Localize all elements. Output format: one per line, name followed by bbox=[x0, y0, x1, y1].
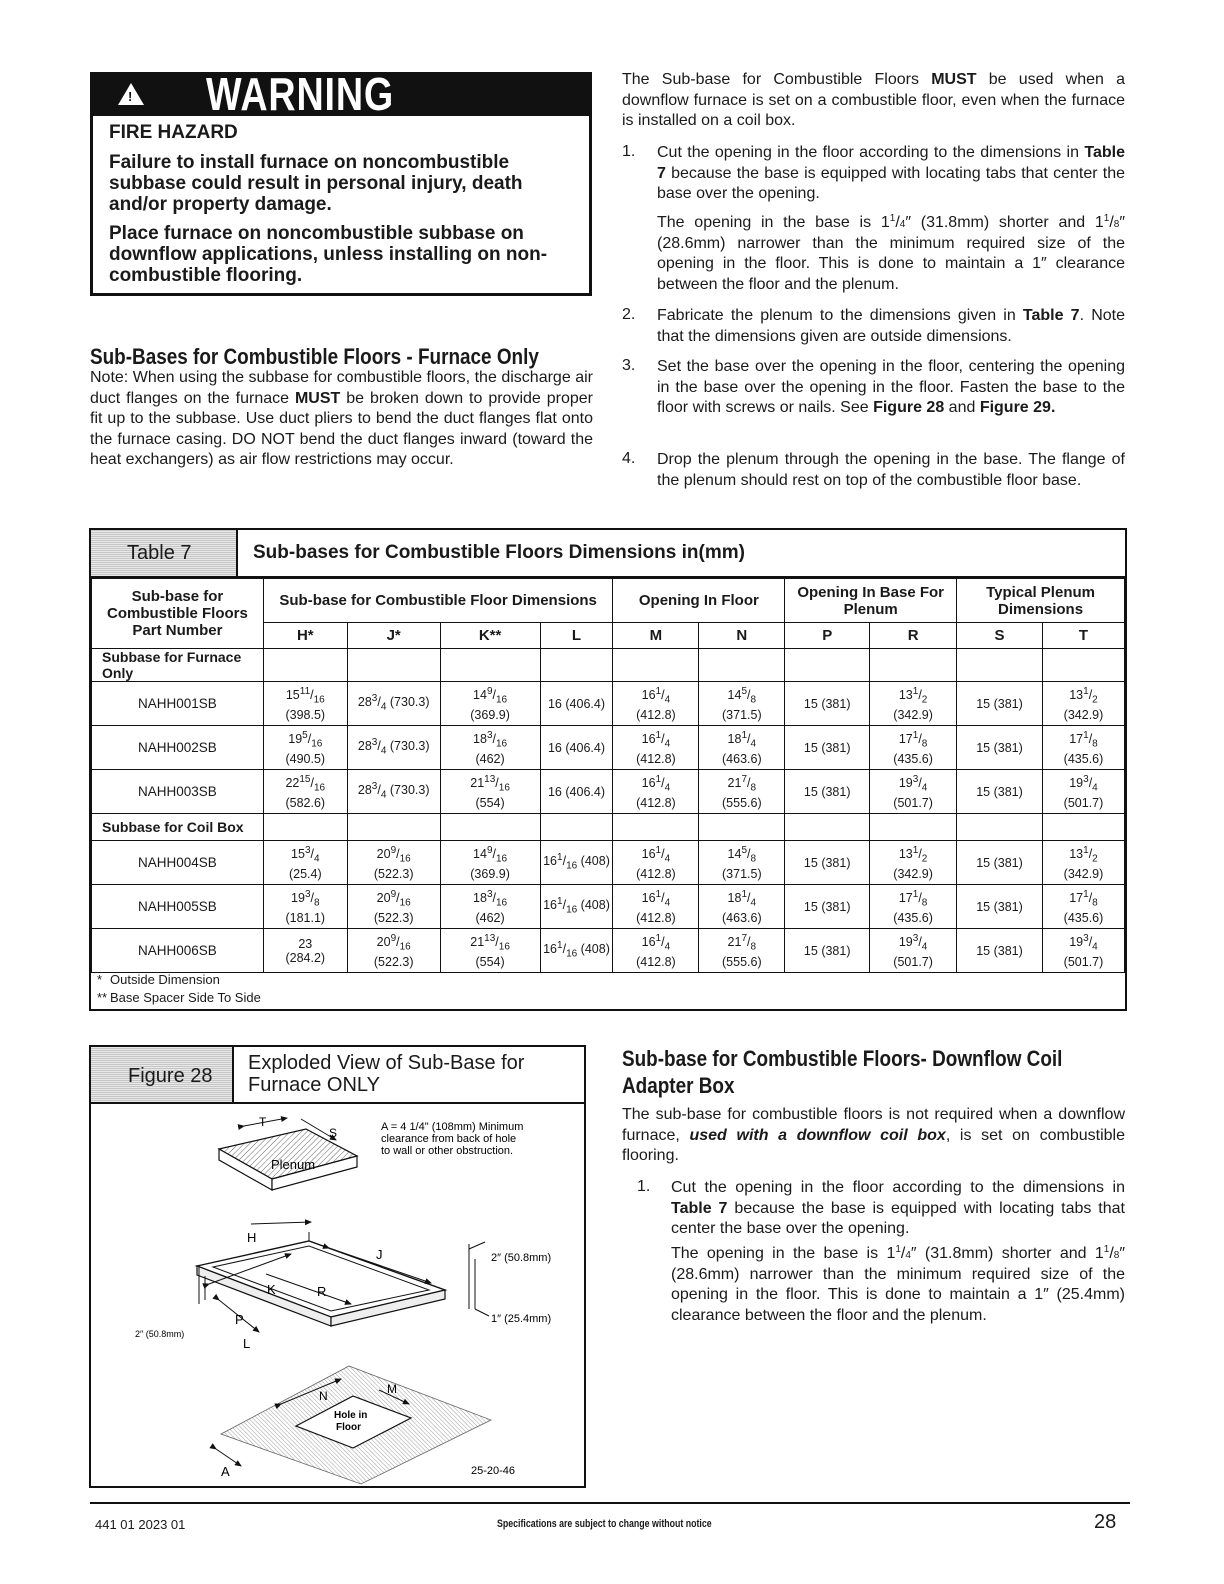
dimension-cell: 15 (381) bbox=[785, 841, 870, 885]
dimension-cell: $21^{13}/_{16}$ (554) bbox=[440, 770, 540, 814]
table-title: Sub-bases for Combustible Floors Dimensions in(mm) bbox=[253, 542, 745, 563]
dimension-cell: $16^1/_4$ (412.8) bbox=[613, 726, 699, 770]
dimension-cell: $28^3/_4$ (730.3) bbox=[347, 682, 440, 726]
dimension-cell: $16^1/_4$ (412.8) bbox=[613, 929, 699, 973]
dimension-cell: $19^3/_4$ (501.7) bbox=[1042, 770, 1124, 814]
empty-cell bbox=[613, 814, 699, 841]
dimension-cell: $13^1/_2$ (342.9) bbox=[870, 682, 957, 726]
column-header: K** bbox=[440, 623, 540, 649]
note-outside-dimension: * Outside Dimension bbox=[97, 972, 220, 987]
group-label: Subbase for Furnace Only bbox=[92, 649, 264, 682]
empty-cell bbox=[1042, 814, 1124, 841]
warning-text-1: Failure to install furnace on noncombustible subbase could result in personal injury, death and/or property damage. bbox=[109, 152, 523, 215]
figure-tag: Figure 28 bbox=[91, 1047, 234, 1104]
dimension-cell: 16 (406.4) bbox=[540, 726, 613, 770]
empty-cell bbox=[785, 814, 870, 841]
dimension-cell: $16^1/_4$ (412.8) bbox=[613, 770, 699, 814]
note-A-line1: A = 4 1/4" (108mm) Minimum bbox=[381, 1121, 524, 1133]
label-M: M bbox=[387, 1382, 397, 1396]
dimension-cell: $13^1/_2$ (342.9) bbox=[1042, 841, 1124, 885]
intro-paragraph: The Sub-base for Combustible Floors MUST be used when a downflow furnace is set on a combustible floor, even when the furnace is installed on a coil box. bbox=[622, 71, 1126, 129]
dimension-cell: 15 (381) bbox=[957, 929, 1043, 973]
dimension-cell: $19^3/_4$ (501.7) bbox=[1042, 929, 1124, 973]
table-7 bbox=[89, 528, 1127, 1011]
column-header: P bbox=[785, 623, 870, 649]
hole-label-2: Floor bbox=[336, 1422, 361, 1433]
step1-number: 1. bbox=[622, 143, 636, 160]
dimension-cell: 15 (381) bbox=[957, 726, 1043, 770]
dimension-cell: 15 (381) bbox=[785, 929, 870, 973]
warning-heading: FIRE HAZARD bbox=[109, 122, 238, 143]
label-S: S bbox=[329, 1126, 338, 1140]
part-number: NAHH001SB bbox=[92, 682, 264, 726]
table-row bbox=[92, 929, 1125, 973]
dimension-cell: $14^5/_8$ (371.5) bbox=[699, 682, 785, 726]
section2-paragraph: The sub-base for combustible floors is not required when a downflow furnace, used with a downflow coil box, is set on combustible flooring. bbox=[622, 1106, 1125, 1164]
step3-text: Set the base over the opening in the floor, centering the opening in the base over the opening in the floor. Fasten the base to the floor with screws or nails. See Figure 28 and Figure 29. bbox=[657, 358, 1125, 416]
step1-text: Cut the opening in the floor according to the dimensions in Table 7 because the base is equipped with locating tabs that center the base over the opening. bbox=[657, 144, 1125, 202]
header-opening-floor: Opening In Floor bbox=[613, 579, 785, 623]
table-row bbox=[92, 841, 1125, 885]
footer-disclaimer: Specifications are subject to change without notice bbox=[497, 1518, 712, 1530]
dimension-cell: 16 (406.4) bbox=[540, 770, 613, 814]
dimension-cell: $18^1/_4$ (463.6) bbox=[699, 726, 785, 770]
empty-cell bbox=[699, 649, 785, 682]
dimension-cell: $16^1/_4$ (412.8) bbox=[613, 841, 699, 885]
label-H: H bbox=[247, 1230, 257, 1245]
group-label: Subbase for Coil Box bbox=[92, 814, 264, 841]
step4-number: 4. bbox=[622, 450, 636, 467]
step1-subtext: The opening in the base is $1^1/4''$ (31.8mm) shorter and $1^1/8''$ (28.6mm) narrower than the minimum required size of the opening in the floor. This is done to maintain a 1″ clearance between the floor and the plenum. bbox=[657, 213, 1126, 293]
header-part-number: Sub-base for Combustible Floors Part Number bbox=[92, 579, 264, 649]
dimension-cell: $16^1/_{16}$ (408) bbox=[540, 929, 613, 973]
step4-text: Drop the plenum through the opening in the base. The flange of the plenum should rest on top of the combustible floor base. bbox=[657, 451, 1125, 489]
dimension-cell: $16^1/_4$ (412.8) bbox=[613, 682, 699, 726]
dimension-cell: 15 (381) bbox=[957, 885, 1043, 929]
dimension-cell: 15 (381) bbox=[957, 841, 1043, 885]
part-number: NAHH006SB bbox=[92, 929, 264, 973]
empty-cell bbox=[957, 649, 1043, 682]
empty-cell bbox=[263, 649, 347, 682]
step2-text: Fabricate the plenum to the dimensions given in Table 7. Note that the dimensions given are outside dimensions. bbox=[657, 307, 1125, 345]
document-number: 441 01 2023 01 bbox=[95, 1517, 186, 1532]
dimension-cell: 16 (406.4) bbox=[540, 682, 613, 726]
dimension-cell: $17^1/_8$ (435.6) bbox=[870, 726, 957, 770]
section2-step1-subtext: The opening in the base is $1^1/4''$ (31.8mm) shorter and $1^1/8''$ (28.6mm) narrower than the minimum required size of the opening in the floor. This is done to maintain a 1″ (25.4mm) clearance between the floor and the plenum. bbox=[671, 1244, 1126, 1324]
header-opening-base: Opening In Base For Plenum bbox=[785, 579, 957, 623]
empty-cell bbox=[347, 649, 440, 682]
section1-note: Note: When using the subbase for combustible floors, the discharge air duct flanges on the furnace MUST be broken down to provide proper fit up to the subbase. Use duct pliers to bend the duct flanges flat onto the furnace casing. DO NOT bend the duct flanges inward (toward the heat exchangers) as air flow restrictions may occur. bbox=[90, 369, 593, 468]
dimension-cell: 15 (381) bbox=[785, 885, 870, 929]
warning-text-2: Place furnace on noncombustible subbase on downflow applications, unless installing on non-combustible flooring. bbox=[109, 223, 548, 286]
dimension-cell: 23 (284.2) bbox=[263, 929, 347, 973]
label-P: P bbox=[235, 1312, 244, 1327]
part-number: NAHH002SB bbox=[92, 726, 264, 770]
label-L: L bbox=[243, 1336, 251, 1351]
section2-step1-text: Cut the opening in the floor according to the dimensions in Table 7 because the base is equipped with locating tabs that center the base over the opening. bbox=[671, 1179, 1125, 1237]
dimension-cell: $14^9/_{16}$ (369.9) bbox=[440, 841, 540, 885]
table-row bbox=[92, 885, 1125, 929]
empty-cell bbox=[870, 649, 957, 682]
empty-cell bbox=[870, 814, 957, 841]
table-row bbox=[92, 726, 1125, 770]
section-title-furnace-only: Sub-Bases for Combustible Floors - Furnace Only bbox=[90, 344, 539, 369]
section-title-coil-box: Sub-base for Combustible Floors- Downflow Coil Adapter Box bbox=[622, 1046, 1063, 1098]
empty-cell bbox=[957, 814, 1043, 841]
section2-step1-number: 1. bbox=[637, 1178, 651, 1195]
dimension-cell: $15^3/_4$ (25.4) bbox=[263, 841, 347, 885]
empty-cell bbox=[347, 814, 440, 841]
dimension-cell: $17^1/_8$ (435.6) bbox=[1042, 885, 1124, 929]
empty-cell bbox=[263, 814, 347, 841]
group-row bbox=[92, 814, 1125, 841]
dimension-cell: $21^7/_8$ (555.6) bbox=[699, 770, 785, 814]
empty-cell bbox=[613, 649, 699, 682]
table-notes bbox=[97, 971, 261, 1007]
dimension-cell: $15^{11}/_{16}$ (398.5) bbox=[263, 682, 347, 726]
dim-2in-left: 2″ (50.8mm) bbox=[135, 1329, 185, 1339]
empty-cell bbox=[785, 649, 870, 682]
dim-1in: 1″ (25.4mm) bbox=[491, 1313, 552, 1325]
footer-rule bbox=[90, 1502, 1130, 1504]
dimension-cell: $28^3/_4$ (730.3) bbox=[347, 770, 440, 814]
empty-cell bbox=[440, 814, 540, 841]
header-plenum-dims: Typical Plenum Dimensions bbox=[957, 579, 1125, 623]
dimension-cell: $16^1/_{16}$ (408) bbox=[540, 885, 613, 929]
dimension-cell: $20^9/_{16}$ (522.3) bbox=[347, 929, 440, 973]
empty-cell bbox=[699, 814, 785, 841]
warning-title: WARNING bbox=[206, 68, 395, 120]
label-R: R bbox=[317, 1284, 327, 1299]
table-row bbox=[92, 770, 1125, 814]
empty-cell bbox=[540, 814, 613, 841]
dimension-cell: $16^1/_{16}$ (408) bbox=[540, 841, 613, 885]
group-row bbox=[92, 649, 1125, 682]
label-N: N bbox=[319, 1389, 328, 1403]
step2-number: 2. bbox=[622, 306, 636, 323]
dimension-cell: $20^9/_{16}$ (522.3) bbox=[347, 841, 440, 885]
table-row bbox=[92, 682, 1125, 726]
empty-cell bbox=[1042, 649, 1124, 682]
dimensions-table bbox=[91, 578, 1125, 973]
column-header: L bbox=[540, 623, 613, 649]
dimension-cell: $13^1/_2$ (342.9) bbox=[1042, 682, 1124, 726]
figure-28 bbox=[89, 1045, 586, 1488]
label-T: T bbox=[259, 1115, 267, 1129]
dimension-cell: 15 (381) bbox=[957, 682, 1043, 726]
column-header: S bbox=[957, 623, 1043, 649]
label-K: K bbox=[267, 1282, 276, 1297]
dimension-cell: 15 (381) bbox=[785, 726, 870, 770]
column-header: H* bbox=[263, 623, 347, 649]
column-header: M bbox=[613, 623, 699, 649]
note-A-line2: clearance from back of hole bbox=[381, 1133, 517, 1145]
dimension-cell: $17^1/_8$ (435.6) bbox=[870, 885, 957, 929]
dimension-cell: $18^1/_4$ (463.6) bbox=[699, 885, 785, 929]
step3-number: 3. bbox=[622, 357, 636, 374]
dimension-cell: 15 (381) bbox=[785, 770, 870, 814]
figure-title: Exploded View of Sub-Base for Furnace ONLY bbox=[234, 1047, 584, 1104]
dimension-cell: $18^3/_{16}$ (462) bbox=[440, 885, 540, 929]
dimension-cell: $18^3/_{16}$ (462) bbox=[440, 726, 540, 770]
page-number: 28 bbox=[1094, 1511, 1117, 1533]
dimension-cell: $22^{15}/_{16}$ (582.6) bbox=[263, 770, 347, 814]
dimension-cell: $20^9/_{16}$ (522.3) bbox=[347, 885, 440, 929]
dimension-cell: $14^5/_8$ (371.5) bbox=[699, 841, 785, 885]
dimension-cell: $19^3/_4$ (501.7) bbox=[870, 929, 957, 973]
warning-box bbox=[90, 68, 592, 296]
dimension-cell: 15 (381) bbox=[785, 682, 870, 726]
dimension-cell: $19^5/_{16}$ (490.5) bbox=[263, 726, 347, 770]
dimension-cell: $17^1/_8$ (435.6) bbox=[1042, 726, 1124, 770]
empty-cell bbox=[440, 649, 540, 682]
column-header: R bbox=[870, 623, 957, 649]
dimension-cell: $19^3/_4$ (501.7) bbox=[870, 770, 957, 814]
part-number: NAHH004SB bbox=[92, 841, 264, 885]
dim-2in-right: 2″ (50.8mm) bbox=[491, 1252, 552, 1264]
note-A-line3: to wall or other obstruction. bbox=[381, 1145, 514, 1157]
header-subbase-dims: Sub-base for Combustible Floor Dimensions bbox=[263, 579, 613, 623]
empty-cell bbox=[540, 649, 613, 682]
table-title-bar bbox=[91, 530, 1125, 578]
label-J: J bbox=[376, 1247, 383, 1262]
hole-label-1: Hole in bbox=[334, 1410, 368, 1421]
label-plenum: Plenum bbox=[271, 1157, 316, 1172]
dimension-cell: $13^1/_2$ (342.9) bbox=[870, 841, 957, 885]
part-number: NAHH005SB bbox=[92, 885, 264, 929]
column-header: T bbox=[1042, 623, 1124, 649]
warning-triangle-icon: ! bbox=[118, 83, 144, 105]
dimension-cell: $14^9/_{16}$ (369.9) bbox=[440, 682, 540, 726]
figure-code: 25-20-46 bbox=[471, 1465, 516, 1477]
dimension-cell: 15 (381) bbox=[957, 770, 1043, 814]
dimension-cell: $21^7/_8$ (555.6) bbox=[699, 929, 785, 973]
dimension-cell: $21^{13}/_{16}$ (554) bbox=[440, 929, 540, 973]
note-base-spacer: ** Base Spacer Side To Side bbox=[97, 990, 261, 1005]
table-tag: Table 7 bbox=[91, 530, 238, 576]
label-A: A bbox=[221, 1464, 230, 1479]
warning-banner bbox=[90, 68, 592, 120]
dimension-cell: $19^3/_8$ (181.1) bbox=[263, 885, 347, 929]
exploded-view-diagram bbox=[91, 1104, 584, 1488]
dimension-cell: $28^3/_4$ (730.3) bbox=[347, 726, 440, 770]
column-header: J* bbox=[347, 623, 440, 649]
dimension-cell: $16^1/_4$ (412.8) bbox=[613, 885, 699, 929]
column-header: N bbox=[699, 623, 785, 649]
part-number: NAHH003SB bbox=[92, 770, 264, 814]
